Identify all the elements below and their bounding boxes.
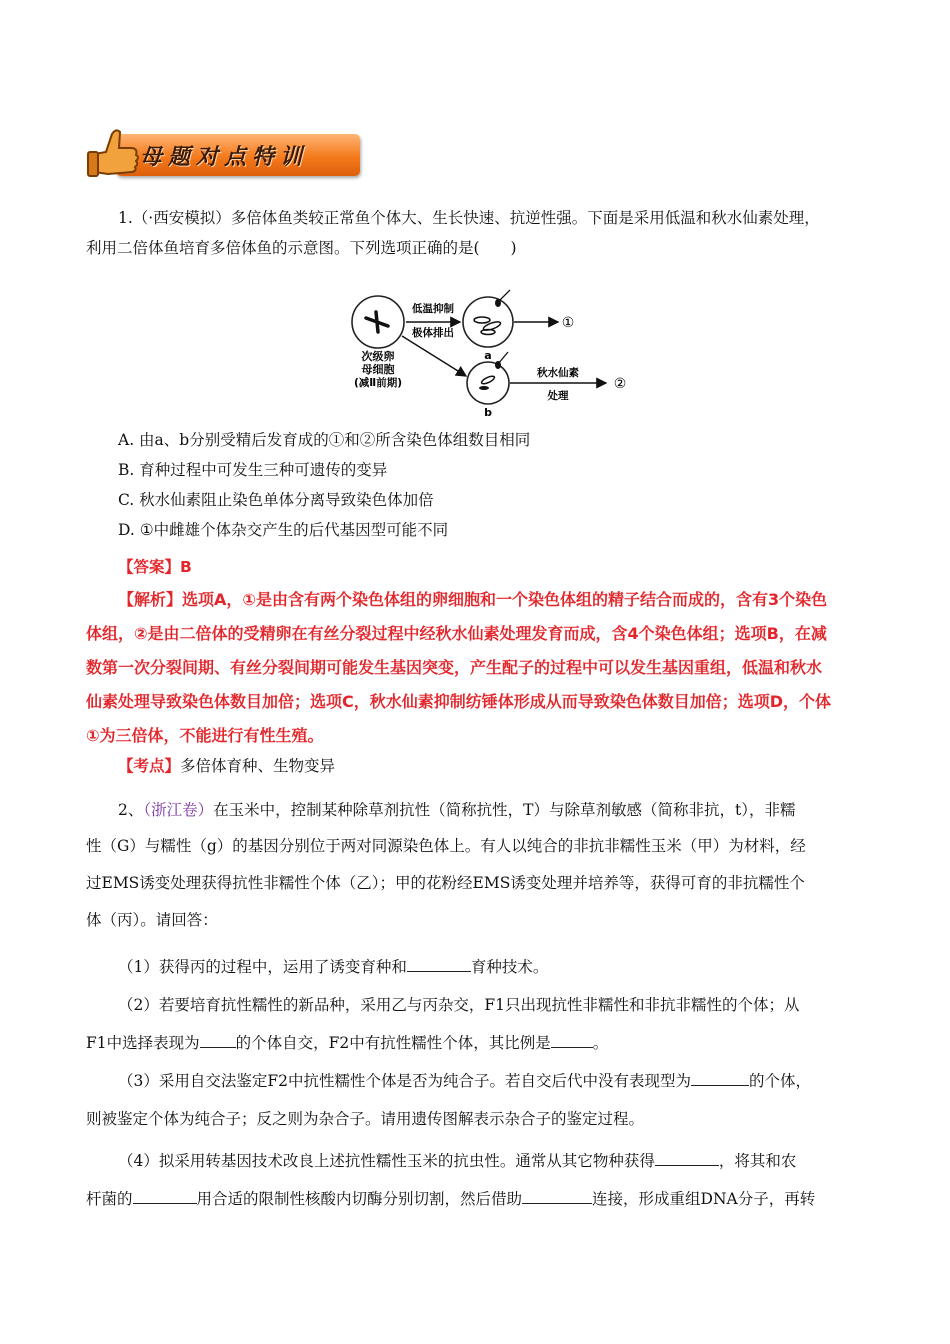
- point-line: [118, 756, 898, 776]
- q2-sub2-line1: （2）若要培育抗性糯性的新品种，采用乙与丙杂交，F1只出现抗性非糯性和非抗非糯性的个体；从: [118, 996, 800, 1014]
- q2-sub4-line2: 杆菌的 用合适的限制性核酸内切酶分别切割，然后借助 连接，形成重组DNA分子，再转: [86, 1190, 816, 1208]
- q1-stem-line1: 1.（·西安模拟）多倍体鱼类较正常鱼个体大、生长快速、抗逆性强。下面是采用低温和秋水仙素处理，: [118, 209, 820, 227]
- thumbs-up-icon: [86, 124, 142, 184]
- label-b: b: [484, 406, 492, 419]
- q2-source: （浙江卷）: [143, 801, 214, 819]
- point-value: 多倍体育种、生物变异: [180, 757, 336, 775]
- analysis-line2: 体组，②是由二倍体的受精卵在有丝分裂过程中经秋水仙素处理发育而成，含4个染色体组；选项B，在减: [86, 624, 827, 643]
- analysis-label: 【解析】: [118, 590, 183, 609]
- banner-title: 母题对点特训: [140, 144, 309, 170]
- result-2: ②: [613, 376, 627, 392]
- cell-label-2: 母细胞: [361, 363, 395, 376]
- answer-blank[interactable]: [407, 957, 471, 972]
- option-d: D. ①中雌雄个体杂交产生的后代基因型可能不同: [118, 521, 449, 539]
- answer-blank[interactable]: [133, 1189, 197, 1204]
- arrow-label-1: 低温抑制: [412, 303, 454, 315]
- polyploid-diagram: [348, 288, 634, 420]
- option-c: C. 秋水仙素阻止染色单体分离导致染色体加倍: [118, 491, 434, 509]
- answer-blank[interactable]: [691, 1071, 749, 1086]
- q2-number: 2、: [118, 801, 144, 819]
- arrow-label-3: 秋水仙素: [537, 367, 579, 379]
- q2-sub1: （1）获得丙的过程中，运用了诱变育种和 育种技术。: [118, 958, 549, 976]
- answer-label: 【答案】: [118, 558, 181, 576]
- q2-text: 在玉米中，控制某种除草剂抗性（简称抗性，T）与除草剂敏感（简称非抗，t），非糯: [213, 801, 796, 819]
- option-a: A. 由a、b分别受精后发育成的①和②所含染色体组数目相同: [118, 431, 531, 449]
- answer-blank[interactable]: [551, 1033, 593, 1048]
- q1-stem-line2: 利用二倍体鱼培育多倍体鱼的示意图。下列选项正确的是( ): [86, 239, 517, 257]
- answer-blank[interactable]: [522, 1189, 592, 1204]
- arrow-label-2: 极体排出: [412, 327, 454, 339]
- q2-line4: 体（丙）。请回答：: [86, 911, 218, 929]
- analysis-line4: 仙素处理导致染色体数目加倍；选项C，秋水仙素抑制纺锤体形成从而导致染色体数目加倍；选项D，个体: [86, 692, 832, 711]
- answer-blank[interactable]: [655, 1151, 719, 1166]
- cell-label-1: 次级卵: [361, 350, 395, 363]
- q2-line1: [118, 800, 898, 820]
- label-a: a: [484, 349, 492, 362]
- section-banner: [86, 124, 362, 184]
- analysis-text: 选项A，①是由含有两个染色体组的卵细胞和一个染色体组的精子结合而成的，含有3个染色: [182, 590, 828, 609]
- result-1: ①: [561, 315, 575, 331]
- arrow-label-4: 处理: [547, 390, 569, 402]
- q2-sub2-line2: F1中选择表现为 的个体自交，F2中有抗性糯性个体，其比例是 。: [86, 1034, 609, 1052]
- answer-line: [118, 557, 898, 577]
- cell-label-3: (减Ⅱ前期): [353, 377, 403, 389]
- point-label: 【考点】: [118, 757, 181, 775]
- answer-value: B: [180, 558, 192, 576]
- analysis-line3: 数第一次分裂间期、有丝分裂间期可能发生基因突变，产生配子的过程中可以发生基因重组，低温和秋水: [86, 658, 823, 677]
- option-b: B. 育种过程中可发生三种可遗传的变异: [118, 461, 388, 479]
- q2-sub3-line1: （3）采用自交法鉴定F2中抗性糯性个体是否为纯合子。若自交后代中没有表现型为 的个体，: [118, 1072, 811, 1090]
- q2-sub3-line2: 则被鉴定个体为纯合子；反之则为杂合子。请用遗传图解表示杂合子的鉴定过程。: [86, 1110, 645, 1128]
- analysis-line1: [118, 590, 898, 610]
- answer-blank[interactable]: [200, 1033, 236, 1048]
- q2-line2: 性（G）与糯性（g）的基因分别位于两对同源染色体上。有人以纯合的非抗非糯性玉米（甲）为材料，经: [86, 837, 806, 855]
- q2-sub4-line1: （4）拟采用转基因技术改良上述抗性糯性玉米的抗虫性。通常从其它物种获得 ，将其和农: [118, 1152, 797, 1170]
- analysis-line5: ①为三倍体，不能进行有性生殖。: [86, 726, 324, 745]
- q2-line3: 过EMS诱变处理获得抗性非糯性个体（乙）；甲的花粉经EMS诱变处理并培养等，获得可育的非抗糯性个: [86, 874, 805, 892]
